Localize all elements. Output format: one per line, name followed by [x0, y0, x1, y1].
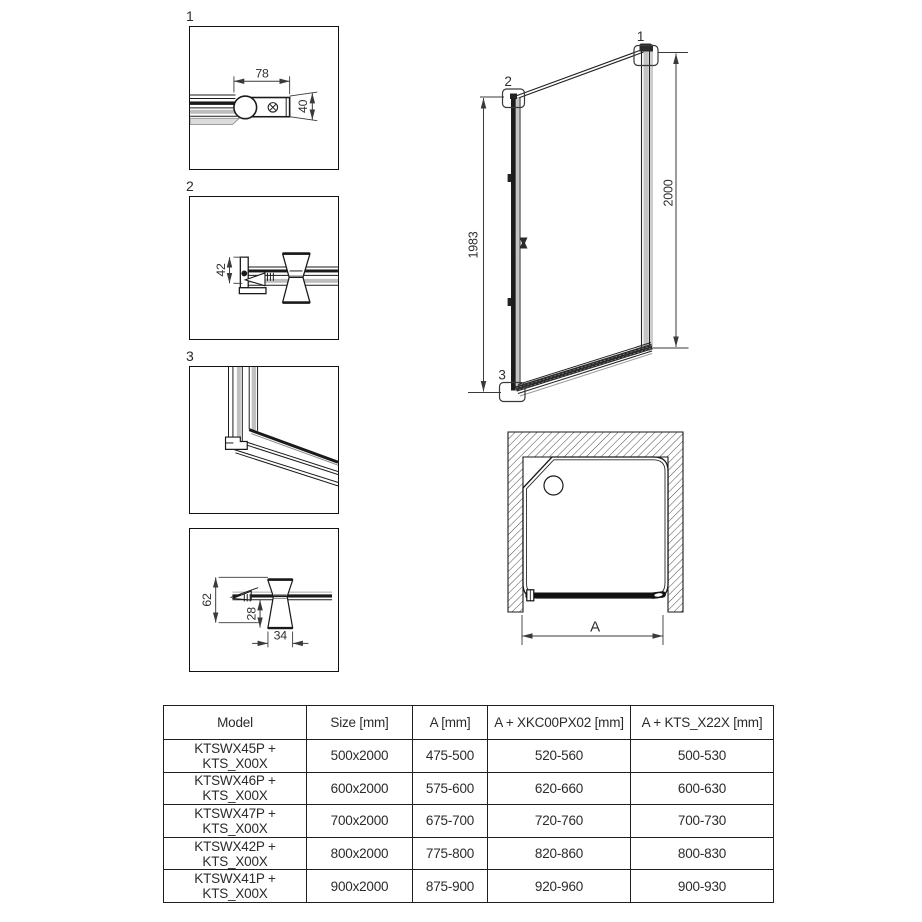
- cell-a-xkc: 520-560: [488, 740, 631, 773]
- dim-A-label: A: [590, 618, 600, 636]
- col-header-size: Size [mm]: [307, 706, 413, 740]
- detail-box-3: [189, 366, 339, 514]
- cell-size: 600x2000: [307, 772, 413, 805]
- cell-size: 800x2000: [307, 837, 413, 870]
- detail-box-2: [189, 196, 339, 340]
- detail-1-number: 1: [186, 8, 194, 24]
- size-table: [163, 705, 774, 903]
- door-perspective-drawing: [440, 10, 730, 430]
- knob-icon: [520, 243, 528, 249]
- corner-profile-drawing: [190, 367, 338, 513]
- table-row: [164, 870, 774, 903]
- dim-34-label: 34: [273, 628, 287, 643]
- dim-40-label: 40: [295, 99, 310, 114]
- cell-model: KTSWX42P + KTS_X00X: [164, 837, 307, 870]
- cell-size: 500x2000: [307, 740, 413, 773]
- dimension-78: [234, 66, 290, 94]
- detail-box-1: [189, 26, 339, 170]
- detail-3-number: 3: [186, 348, 194, 364]
- door-knob: [267, 578, 293, 629]
- hinge-body: [234, 96, 290, 119]
- table-row: [164, 772, 774, 805]
- dim-42-label: 42: [214, 263, 229, 277]
- cell-a-xkc: 720-760: [488, 805, 631, 838]
- hinge-mark: [508, 174, 512, 182]
- cell-a-xkc: 820-860: [488, 837, 631, 870]
- table-row: [164, 837, 774, 870]
- bracket-section-drawing: [190, 197, 338, 339]
- screw-icon: [268, 103, 277, 112]
- callout-3-label: 3: [498, 367, 506, 383]
- screw-icon: [241, 270, 247, 276]
- dim-62-label: 62: [200, 593, 215, 607]
- cell-a-kts: 700-730: [631, 805, 774, 838]
- plan-view-drawing: [500, 425, 700, 655]
- cell-model: KTSWX46P + KTS_X00X: [164, 772, 307, 805]
- dim-28-label: 28: [244, 607, 259, 621]
- hinge-section-drawing: [190, 27, 338, 169]
- cell-a: 775-800: [413, 837, 488, 870]
- col-header-a-xkc: A + XKC00PX02 [mm]: [488, 706, 631, 740]
- dim-1983-label: 1983: [466, 231, 481, 259]
- shower-tray-outer: [523, 457, 668, 598]
- dim-78-label: 78: [255, 66, 269, 81]
- cell-a-kts: 900-930: [631, 870, 774, 903]
- cell-model: KTSWX47P + KTS_X00X: [164, 805, 307, 838]
- door-knob: [282, 252, 310, 304]
- col-header-a: A [mm]: [413, 706, 488, 740]
- col-header-model: Model: [164, 706, 307, 740]
- cell-a-xkc: 620-660: [488, 772, 631, 805]
- dim-2000-label: 2000: [661, 179, 676, 207]
- cell-a: 875-900: [413, 870, 488, 903]
- dimension-28: [245, 600, 260, 628]
- cell-size: 700x2000: [307, 805, 413, 838]
- table-row: [164, 805, 774, 838]
- cell-a-kts: 600-630: [631, 772, 774, 805]
- dimension-1983: [467, 97, 505, 393]
- detail-box-4: [189, 528, 339, 672]
- callout-2-label: 2: [504, 74, 512, 89]
- detail-2-number: 2: [186, 178, 194, 194]
- cell-a-kts: 800-830: [631, 837, 774, 870]
- wall-profile: [640, 44, 654, 351]
- cell-a: 675-700: [413, 805, 488, 838]
- top-support-bar: [513, 48, 647, 100]
- cell-a-xkc: 920-960: [488, 870, 631, 903]
- cell-model: KTSWX45P + KTS_X00X: [164, 740, 307, 773]
- table-row: [164, 740, 774, 773]
- top-hinge-cap: [640, 44, 654, 52]
- drain-icon: [544, 476, 563, 495]
- callout-1-label: 1: [636, 29, 645, 44]
- wall-profile-lines: [190, 95, 239, 125]
- dimension-A: [522, 615, 663, 645]
- dimension-34: [252, 628, 308, 647]
- knob-icon: [520, 238, 528, 244]
- door-glass-edge: [508, 94, 528, 391]
- col-header-a-kts: A + KTS_X22X [mm]: [631, 706, 774, 740]
- knob-section-drawing: [190, 529, 338, 671]
- bottom-rail: [516, 343, 652, 397]
- hinge-mark: [508, 298, 512, 306]
- table-header-row: [164, 706, 774, 740]
- cell-a: 475-500: [413, 740, 488, 773]
- cell-a: 575-600: [413, 772, 488, 805]
- cell-model: KTSWX41P + KTS_X00X: [164, 870, 307, 903]
- dimension-40: [290, 92, 318, 121]
- cell-size: 900x2000: [307, 870, 413, 903]
- dimension-2000: [653, 53, 689, 349]
- cell-a-kts: 500-530: [631, 740, 774, 773]
